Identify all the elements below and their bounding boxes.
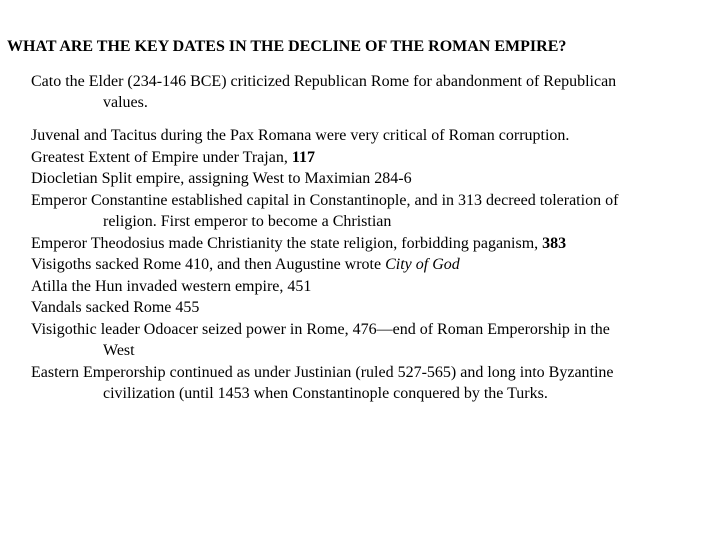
item-text: Emperor Constantine established capital in Constantinople, and in 313 decreed toleration of <box>31 191 619 209</box>
item-text: Greatest Extent of Empire under Trajan, <box>31 148 292 166</box>
key-dates-list <box>31 125 701 405</box>
item-continuation: West <box>103 342 135 359</box>
list-item-vandals <box>31 297 701 319</box>
intro-paragraph <box>31 71 701 113</box>
item-text: Diocletian Split empire, assigning West to Maximian 284-6 <box>31 170 412 187</box>
item-text: Visigothic leader Odoacer seized power in Rome, 476—end of Roman Emperorship in the <box>31 320 610 338</box>
intro-line: Cato the Elder (234-146 BCE) criticized Republican Rome for abandonment of Republican <box>31 73 617 90</box>
list-item-theodosius <box>31 233 701 255</box>
item-continuation: religion. First emperor to become a Christian <box>103 213 392 230</box>
item-continuation: civilization (until 1453 when Constantinople conquered by the Turks. <box>103 385 548 402</box>
intro-continuation: values. <box>103 94 148 111</box>
slide-title: WHAT ARE THE KEY DATES IN THE DECLINE OF THE ROMAN EMPIRE? <box>7 38 567 55</box>
list-item-visigoths <box>31 254 701 276</box>
list-item-diocletian <box>31 168 701 190</box>
list-item-juvenal-tacitus <box>31 125 701 147</box>
list-item-attila <box>31 276 701 298</box>
item-text: Eastern Emperorship continued as under Justinian (ruled 527-565) and long into Byzantine <box>31 363 614 381</box>
item-text: Vandals sacked Rome 455 <box>31 299 200 316</box>
item-book-title: City of God <box>385 256 460 273</box>
list-item-trajan <box>31 147 701 169</box>
list-item-odoacer <box>31 319 701 362</box>
item-text: Juvenal and Tacitus during the Pax Romana were very critical of Roman corruption. <box>31 127 570 144</box>
item-text: Visigoths sacked Rome 410, and then Augustine wrote <box>31 256 386 273</box>
item-date-bold: 117 <box>291 148 315 166</box>
item-date-bold: 383 <box>542 234 567 252</box>
list-item-eastern-emperorship <box>31 362 701 405</box>
item-text: Emperor Theodosius made Christianity the state religion, forbidding paganism, <box>31 234 543 252</box>
list-item-constantine <box>31 190 701 233</box>
item-text: Atilla the Hun invaded western empire, 451 <box>31 277 312 295</box>
